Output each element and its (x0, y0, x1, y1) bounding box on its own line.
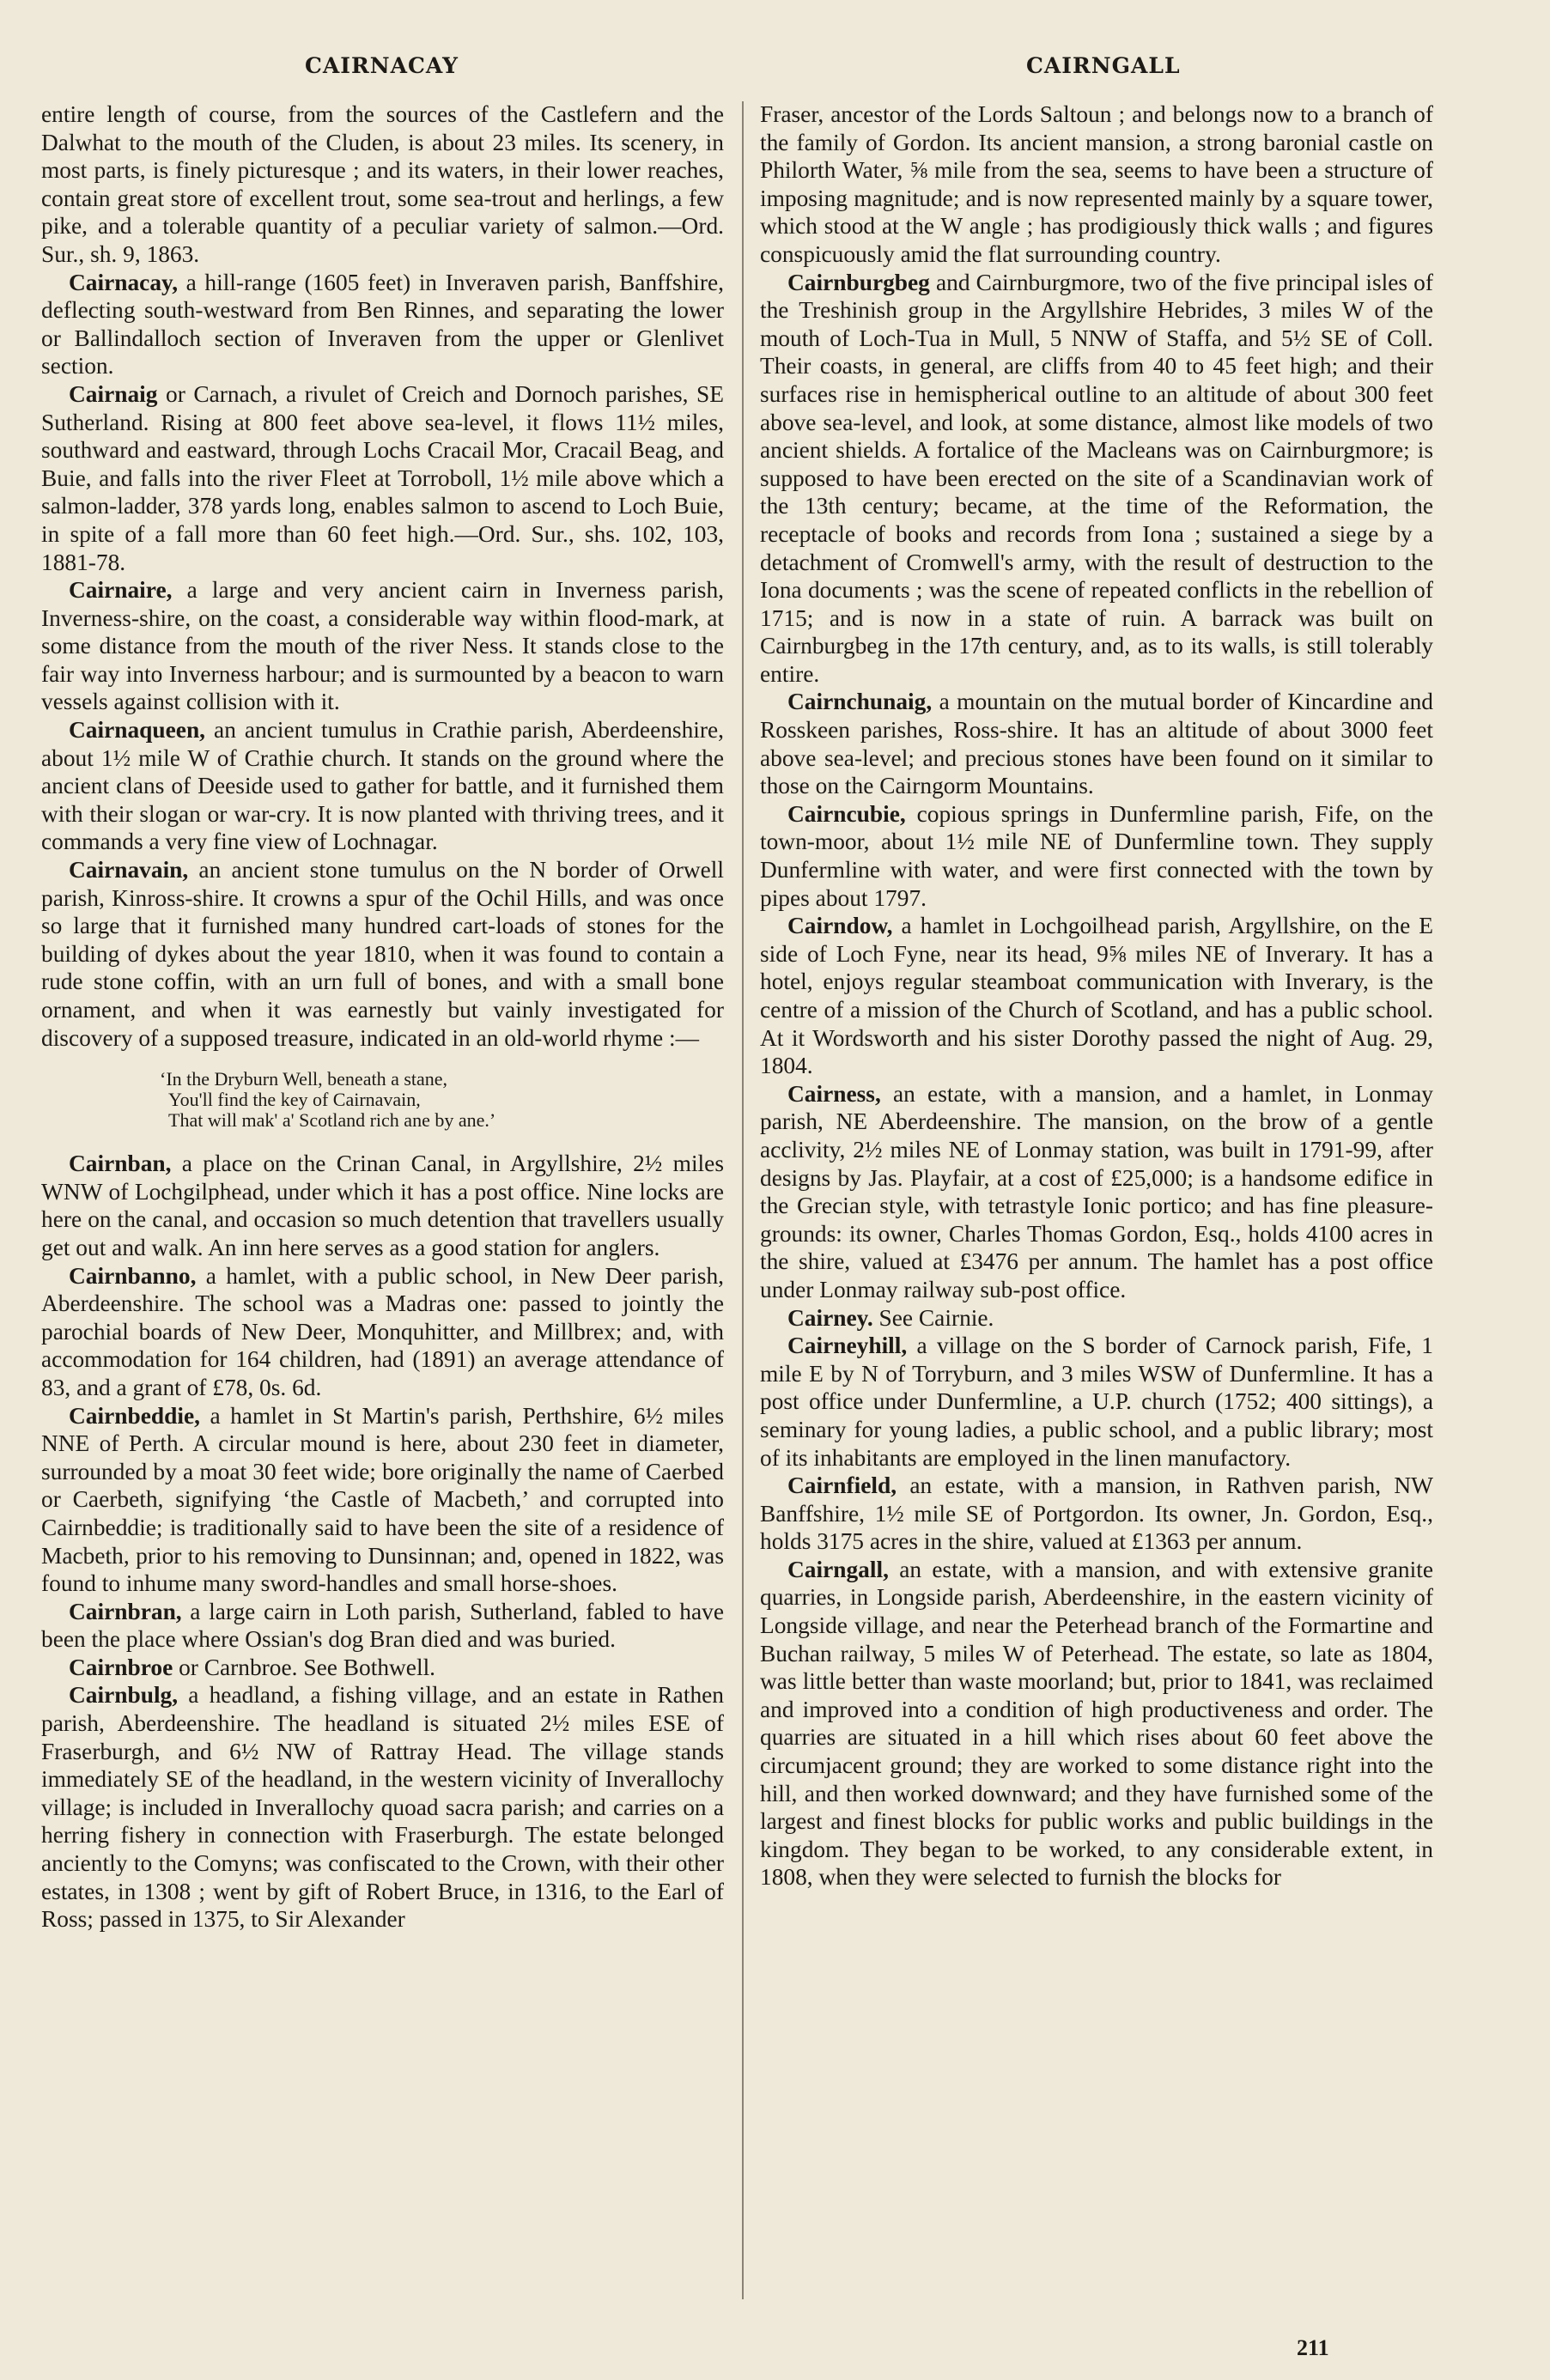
rhyme-line: That will mak' a' Scotland rich ane by ane.’ (168, 1109, 496, 1132)
entry-text: a large and very ancient cairn in Inverness parish, Inverness-shire, on the coast, a considerable way within flood-mark, at some distance from the mouth of the river Ness. It stands close to the fair way into Inverness harbour; and is surmounted by a beacon to warn vessels against collision with it. (41, 577, 724, 715)
entry-text: an ancient stone tumulus on the N border of Orwell parish, Kinross-shire. It crowns a spur of the Ochil Hills, and was once so large that it furnished many hundred cart-loads of stones for the building of dykes about the year 1810, when it was found to contain a rude stone coffin, with an urn full of bones, and with a small bone ornament, and when it was earnestly but vainly investigated for discovery of a supposed treasure, indicated in an old-world rhyme :— (41, 857, 724, 1051)
entry-text: a hill-range (1605 feet) in Inveraven parish, Banffshire, deflecting south-westward from Ben Rinnes, and separating the lower or Ballindalloch section of Inveraven from the upper or Glenlivet section. (41, 269, 724, 379)
entry-text: a hamlet in St Martin's parish, Perthshire, 6½ miles NNE of Perth. A circular mound is here, about 230 feet in diameter, surrounded by a moat 30 feet wide; bore originally the name of Caerbed or Caerbeth, signifying ‘the Castle of Macbeth,’ and corrupted into Cairnbeddie; is traditionally said to have been the site of a residence of Macbeth, prior to his removing to Dunsinnan; and, opened in 1822, was found to inhume many sword-handles and small horse-shoes. (41, 1402, 724, 1597)
entry-headword: Cairnacay, (69, 269, 179, 295)
gazetteer-entry (760, 1472, 1433, 1556)
entry-headword: Cairnbanno, (69, 1262, 197, 1289)
left-column (41, 100, 724, 1934)
gazetteer-entry (41, 856, 724, 1052)
entry-text: a headland, a fishing village, and an estate in Rathen parish, Aberdeenshire. The headland is situated 2½ miles ESE of Fraserburgh, and 6½ NW of Rattray Head. The village stands immediately SE of the headland, in the western vicinity of Inverallochy village; is included in Inverallochy quoad sacra parish; and carries on a herring fishery in connection with Fraserburgh. The estate belonged anciently to the Comyns; was confiscated to the Crown, with their other estates, in 1308 ; went by gift of Robert Bruce, in 1316, to the Earl of Ross; passed in 1375, to Sir Alexander (41, 1682, 724, 1933)
entry-text: copious springs in Dunfermline parish, Fife, on the town-moor, about 1½ mile NE of Dunfermline town. They supply Dunfermline with water, and were first connected with the town by pipes about 1797. (760, 800, 1433, 911)
entry-text: a large cairn in Loth parish, Sutherland, fabled to have been the place where Ossian's dog Bran died and was buried. (41, 1598, 724, 1653)
entry-text: an estate, with a mansion, and a hamlet, in Lonmay parish, NE Aberdeenshire. The mansion, on the brow of a gentle acclivity, 2½ miles NE of Lonmay station, was built in 1791-99, after designs by Jas. Playfair, at a cost of £25,000; is a handsome edifice in the Grecian style, with tetrastyle Ionic portico; and has fine pleasure-grounds: its owner, Charles Thomas Gordon, Esq., holds 4100 acres in the shire, valued at £3476 per annum. The hamlet has a post office under Lonmay railway sub-post office. (760, 1080, 1433, 1302)
entry-text: and Cairnburgmore, two of the five principal isles of the Treshinish group in the Argyllshire Hebrides, 3 miles W of the mouth of Loch-Tua in Mull, 5 NNW of Staffa, and 5½ SE of Coll. Their coasts, in general, are cliffs from 40 to 45 feet high; and their surfaces rise in hemispherical outline to an altitude of about 300 feet above sea-level, and look, at some distance, almost like models of two ancient shields. A fortalice of the Macleans was on Cairnburgmore; is supposed to have been erected on the site of a Scandinavian work of the 13th century; became, at the time of the Reformation, the receptacle of books and records from Iona ; sustained a siege by a detachment of Cromwell's army, with the result of destruction to the Iona documents ; was the scene of repeated conflicts in the rebellion of 1715; and is now in a state of ruin. A barrack was built on Cairnburgbeg in the 17th century, and, as to its walls, is still tolerably entire. (760, 269, 1433, 687)
entry-headword: Cairnaqueen, (69, 717, 206, 744)
gazetteer-entry (760, 1304, 1433, 1333)
gazetteer-entry (760, 800, 1433, 912)
entry-text: See Cairnie. (872, 1304, 994, 1331)
gazetteer-entry (760, 1332, 1433, 1472)
gazetteer-entry (760, 912, 1433, 1080)
gazetteer-entry (760, 269, 1433, 689)
entry-headword: Cairnburgbeg (787, 269, 930, 295)
rhyme-line: You'll find the key of Cairnavain, (168, 1089, 421, 1111)
entry-headword: Cairnbulg, (69, 1682, 179, 1709)
gazetteer-entry (41, 100, 724, 269)
gazetteer-entry (760, 1556, 1433, 1891)
gazetteer-entry (41, 380, 724, 576)
entry-text: a mountain on the mutual border of Kincardine and Rosskeen parishes, Ross-shire. It has an altitude of about 3000 feet above sea-level; and precious stones have been found on it similar to those on the Cairngorm Mountains. (760, 689, 1433, 799)
gazetteer-entry (41, 716, 724, 856)
gazetteer-entry (41, 1262, 724, 1402)
left-entries (41, 100, 724, 1052)
entry-text: or Carnbroe. See Bothwell. (173, 1654, 436, 1680)
entry-headword: Cairnbroe (69, 1654, 173, 1680)
page-number: 211 (1297, 2335, 1329, 2360)
entry-text: Fraser, ancestor of the Lords Saltoun ; and belongs now to a branch of the family of Gordon. Its ancient mansion, a strong baronial castle on Philorth Water, ⅝ mile from the sea, seems to have been a structure of imposing magnitude; and is now represented mainly by a square tower, which stood at the W angle ; has prodigiously thick walls ; and figures conspicuously amid the flat surrounding country. (760, 101, 1433, 267)
entry-text: a hamlet, with a public school, in New Deer parish, Aberdeenshire. The school was a Madras one: passed to jointly the parochial boards of New Deer, Monquhitter, and Millbrex; and, with accommodation for 164 children, had (1891) an average attendance of 83, and a grant of £78, 0s. 6d. (41, 1262, 724, 1400)
entry-headword: Cairnaig (69, 380, 158, 407)
entry-headword: Cairness, (787, 1080, 881, 1107)
gazetteer-entry (760, 100, 1433, 269)
entry-headword: Cairnavain, (69, 857, 189, 883)
right-column (760, 100, 1433, 1891)
entry-text: or Carnach, a rivulet of Creich and Dornoch parishes, SE Sutherland. Rising at 800 feet above sea-level, it flows 11½ miles, southward and eastward, through Lochs Cracail Mor, Cracail Beag, and Buie, and falls into the river Fleet at Torroboll, 1½ mile above which a salmon-ladder, 378 yards long, enables salmon to ascend to Loch Buie, in spite of a fall more than 60 feet high.—Ord. Sur., shs. 102, 103, 1881-78. (41, 380, 724, 575)
gazetteer-entry (760, 1080, 1433, 1304)
entry-headword: Cairnchunaig, (787, 689, 933, 715)
entry-text: an estate, with a mansion, and with extensive granite quarries, in Longside parish, Aberdeenshire, in the eastern vicinity of Longside village, and near the Peterhead branch of the Formartine and Buchan railway, 5 miles W of Peterhead. The estate, so late as 1804, was little better than waste moorland; but, prior to 1841, was reclaimed and improved into a condition of high productiveness and order. The quarries are situated in a hill which rises about 60 feet above the circumjacent ground; they are worked to some distance right into the hill, and then worked downward; and they have furnished some of the largest and finest blocks for public works and public buildings in the kingdom. They began to be worked, to any considerable extent, in 1808, when they were selected to furnish the blocks for (760, 1556, 1433, 1891)
right-entries (760, 100, 1433, 1891)
entry-text: a hamlet in Lochgoilhead parish, Argyllshire, on the E side of Loch Fyne, near its head, 9⅝ miles NE of Inverary. It has a hotel, enjoys regular steamboat communication with Inverary, is the centre of a mission of the Church of Scotland, and has a public school. At it Wordsworth and his sister Dorothy passed the night of Aug. 29, 1804. (760, 913, 1433, 1079)
gazetteer-entry (41, 1598, 724, 1654)
entry-headword: Cairnbran, (69, 1598, 182, 1624)
gazetteer-entry (41, 1402, 724, 1598)
entry-text: entire length of course, from the sources of the Castlefern and the Dalwhat to the mouth of the Cluden, is about 23 miles. Its scenery, in most parts, is finely picturesque ; and its waters, in their lower reaches, contain great store of excellent trout, some sea-trout and herlings, a few pike, and a tolerable quantity of a peculiar variety of salmon.—Ord. Sur., sh. 9, 1863. (41, 101, 724, 267)
entry-text: a place on the Crinan Canal, in Argyllshire, 2½ miles WNW of Lochgilphead, under which it has a post office. Nine locks are here on the canal, and occasion so much detention that travellers usually get out and walk. An inn here serves as a good station for anglers. (41, 1151, 724, 1260)
entry-text: an ancient tumulus in Crathie parish, Aberdeenshire, about 1½ mile W of Crathie church. It stands on the ground where the ancient clans of Deeside used to gather for battle, and it furnished them with their slogan or war-cry. It is now planted with thriving trees, and it commands a very fine view of Lochnagar. (41, 717, 724, 855)
entry-text: an estate, with a mansion, in Rathven parish, NW Banffshire, 1½ mile SE of Portgordon. Its owner, Jn. Gordon, Esq., holds 3175 acres in the shire, valued at £1363 per annum. (760, 1472, 1433, 1555)
entry-headword: Cairnaire, (69, 577, 173, 604)
gazetteer-entry (41, 269, 724, 380)
entry-headword: Cairnfield, (787, 1472, 897, 1499)
entry-headword: Cairngall, (787, 1556, 889, 1582)
gazetteer-entry (41, 1150, 724, 1261)
gazetteer-entry (41, 1681, 724, 1933)
entry-headword: Cairney. (787, 1304, 873, 1331)
column-divider (742, 101, 744, 2299)
rhyme-line: ‘In the Dryburn Well, beneath a stane, (160, 1068, 448, 1090)
running-head-right: CAIRNGALL (1026, 53, 1181, 78)
entry-headword: Cairnban, (69, 1151, 172, 1177)
entry-headword: Cairnbeddie, (69, 1402, 200, 1429)
left-entries-continued (41, 1150, 724, 1934)
entry-headword: Cairneyhill, (787, 1333, 908, 1359)
rhyme-quote (160, 1069, 724, 1131)
running-head-left: CAIRNACAY (305, 53, 459, 78)
entry-headword: Cairncubie, (787, 800, 906, 827)
entry-text: a village on the S border of Carnock parish, Fife, 1 mile E by N of Torryburn, and 3 miles WSW of Dunfermline. It has a post office under Dunfermline, a U.P. church (1752; 400 sittings), a seminary for young ladies, a public school, and a public library; most of its inhabitants are employed in the linen manufactory. (760, 1333, 1433, 1471)
gazetteer-entry (41, 576, 724, 716)
gazetteer-entry (41, 1654, 724, 1682)
entry-headword: Cairndow, (787, 913, 893, 939)
gazetteer-entry (760, 688, 1433, 799)
